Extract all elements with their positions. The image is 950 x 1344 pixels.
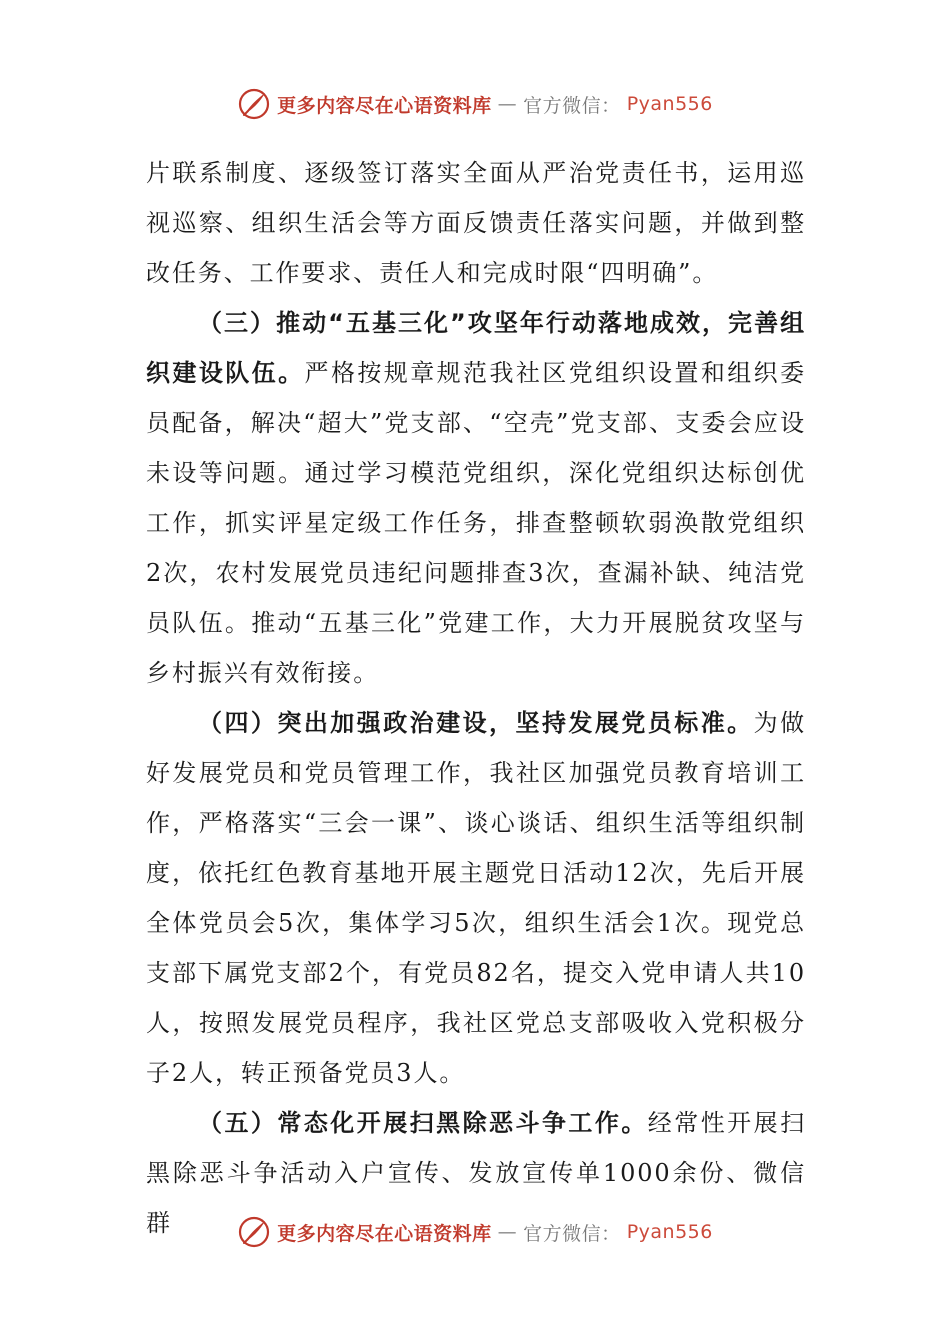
section-heading: （五）常态化开展扫黑除恶斗争工作。 — [198, 1109, 648, 1137]
section-heading: （三）推动“五基三化”攻坚年行动落地成效，完善组织建设队伍。 — [146, 309, 806, 387]
paragraph-section-3 — [146, 298, 806, 698]
paragraph-text: 严格按规章规范我社区党组织设置和组织委员配备，解决“超大”党支部、“空壳”党支部、支委会应设未设等问题。通过学习模范党组织，深化党组织达标创优工作，抓实评星定级工作任务，排查整顿软弱涣散党组织2次，农村发展党员违纪问题排查3次，查漏补缺、纯洁党员队伍。推动“五基三化”党建工作，大力开展脱贫攻坚与乡村振兴有效衔接。 — [146, 359, 806, 687]
watermark-wechat-id: Pyan556 — [626, 93, 713, 115]
watermark-brand: 更多内容尽在心语资料库 — [277, 1222, 492, 1245]
paragraph-continuation — [146, 148, 806, 298]
paragraph-section-4 — [146, 698, 806, 1098]
quill-logo-icon — [237, 1215, 271, 1249]
watermark-dash: — — [497, 93, 518, 115]
document-body — [146, 148, 806, 1248]
watermark-dash: — — [497, 1221, 518, 1243]
section-heading: （四）突出加强政治建设，坚持发展党员标准。 — [198, 709, 754, 737]
quill-logo-icon — [237, 87, 271, 121]
watermark-footer — [0, 1212, 950, 1252]
watermark-official-label: 官方微信： — [523, 94, 621, 117]
watermark-header — [0, 84, 950, 124]
paragraph-text: 为做好发展党员和党员管理工作，我社区加强党员教育培训工作，严格落实“三会一课”、谈心谈话、组织生活等组织制度，依托红色教育基地开展主题党日活动12次，先后开展全体党员会5次，集体学习5次，组织生活会1次。现党总支部下属党支部2个，有党员82名，提交入党申请人共10人，按照发展党员程序，我社区党总支部吸收入党积极分子2人，转正预备党员3人。 — [146, 709, 806, 1087]
paragraph-text: 经常性开展扫黑除恶斗争活动入户宣传、发放宣传单1000余份、微信群 — [146, 1109, 806, 1237]
watermark-official-label: 官方微信： — [523, 1222, 621, 1245]
watermark-brand: 更多内容尽在心语资料库 — [277, 94, 492, 117]
paragraph-text: 片联系制度、逐级签订落实全面从严治党责任书，运用巡视巡察、组织生活会等方面反馈责任落实问题，并做到整改任务、工作要求、责任人和完成时限“四明确”。 — [146, 159, 806, 287]
watermark-wechat-id: Pyan556 — [626, 1221, 713, 1243]
